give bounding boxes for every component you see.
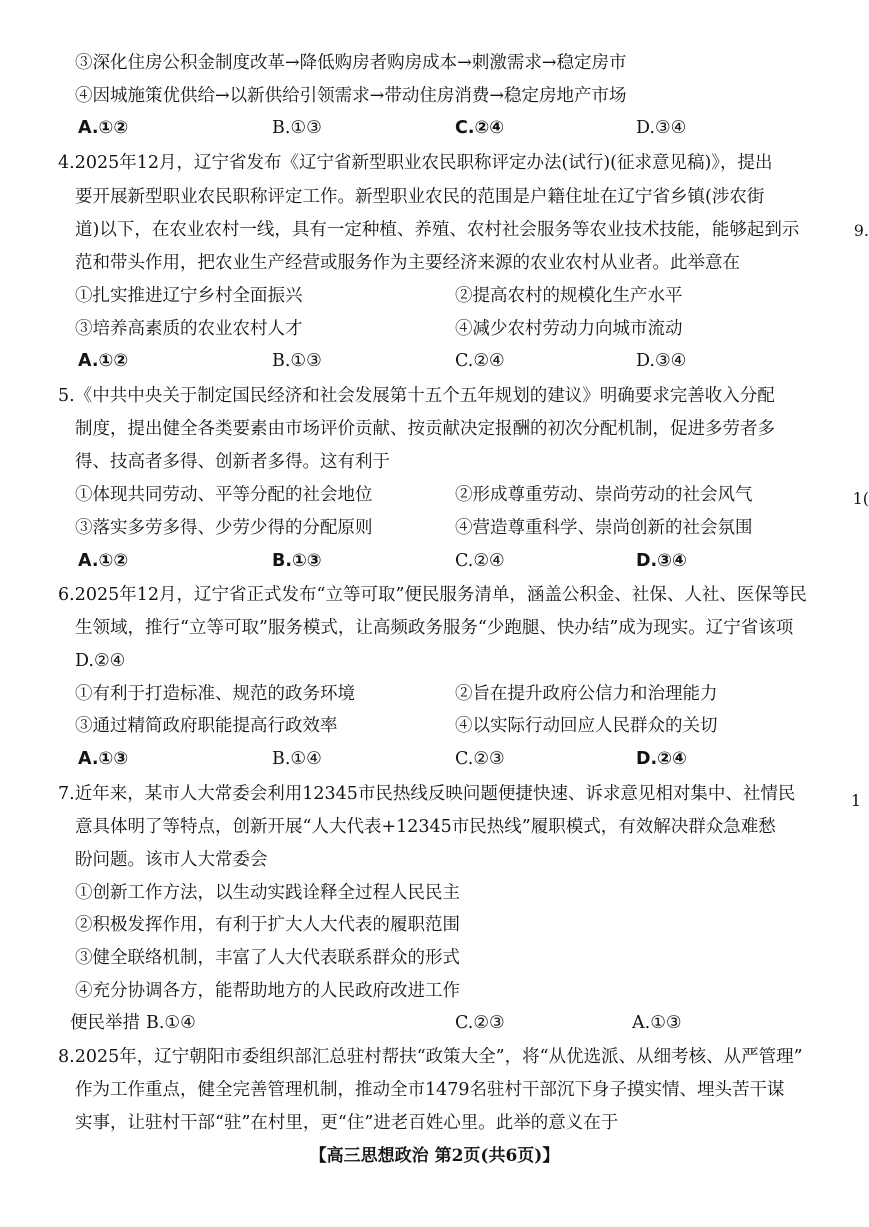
q5-option-c: C.②④ <box>455 551 505 571</box>
margin-number-9: 9. <box>853 221 869 240</box>
margin-number-11: 1 <box>850 791 861 810</box>
q5-stem-line-1: 5.《中共中央关于制定国民经济和社会发展第十五个五年规划的建议》明确要求完善收入分配 <box>58 386 775 406</box>
q4-item-3: ③培养高素质的农业农村人才 <box>75 319 303 339</box>
q7-option-c: C.②③ <box>455 1013 505 1033</box>
q6-option-b: B.①④ <box>272 749 322 769</box>
q7-stem-line-1: 7.近年来，某市人大常委会利用12345市民热线反映问题便捷快速、诉求意见相对集中、社情民 <box>58 784 796 804</box>
q4-item-2: ②提高农村的规模化生产水平 <box>455 286 683 306</box>
q7-option-b: B.①④ <box>146 1013 196 1033</box>
q3-option-a: A.①② <box>78 118 129 138</box>
q4-item-4: ④减少农村劳动力向城市流动 <box>455 319 683 339</box>
q6-stem-line-1: 6.2025年12月，辽宁省正式发布“立等可取”便民服务清单，涵盖公积金、社保、人社、医保等民 <box>58 585 807 605</box>
q5-item-1: ①体现共同劳动、平等分配的社会地位 <box>75 485 373 505</box>
q7-stem-line-2: 意具体明了等特点，创新开展“人大代表+12345市民热线”履职模式，有效解决群众急难愁 <box>75 817 776 837</box>
q3-item-4: ④因城施策优供给→以新供给引领需求→带动住房消费→稳定房地产市场 <box>75 86 627 106</box>
q4-stem-line-1: 4.2025年12月，辽宁省发布《辽宁省新型职业农民职称评定办法(试行)(征求意见稿)》，提出 <box>58 153 773 173</box>
q4-option-a: A.①② <box>78 351 129 371</box>
q6-stem-line-2: 生领域，推行“立等可取”服务模式，让高频政务服务“少跑腿、快办结”成为现实。辽宁省该项 <box>75 618 794 638</box>
q6-item-3: ③通过精简政府职能提高行政效率 <box>75 716 338 736</box>
q3-option-c: C.②④ <box>455 118 505 138</box>
q7-item-2: ②积极发挥作用，有利于扩大人大代表的履职范围 <box>75 915 460 935</box>
q3-item-3: ③深化住房公积金制度改革→降低购房者购房成本→刺激需求→稳定房市 <box>75 53 627 73</box>
q4-option-c: C.②④ <box>455 351 505 371</box>
q5-option-d: D.③④ <box>636 551 687 571</box>
q5-stem-line-2: 制度，提出健全各类要素由市场评价贡献、按贡献决定报酬的初次分配机制，促进多劳者多 <box>75 419 775 439</box>
q5-stem-line-3: 得、技高者多得、创新者多得。这有利于 <box>75 452 390 472</box>
q4-item-1: ①扎实推进辽宁乡村全面振兴 <box>75 286 303 306</box>
q4-option-b: B.①③ <box>272 351 322 371</box>
q3-option-d: D.③④ <box>636 118 687 138</box>
q6-option-a: A.①③ <box>78 749 129 769</box>
q6-item-1: ①有利于打造标准、规范的政务环境 <box>75 684 355 704</box>
q5-option-a: A.①② <box>78 551 129 571</box>
q6-item-4: ④以实际行动回应人民群众的关切 <box>455 716 718 736</box>
q7-option-a: A.①③ <box>632 1013 682 1033</box>
q4-stem-line-2: 要开展新型职业农民职称评定工作。新型职业农民的范围是户籍住址在辽宁省乡镇(涉农街 <box>75 187 765 207</box>
q6-option-d: D.②④ <box>636 749 687 769</box>
q4-stem-line-3: 道)以下，在农业农村一线，具有一定种植、养殖、农村社会服务等农业技术技能，能够起到示 <box>75 220 800 240</box>
q5-item-4: ④营造尊重科学、崇尚创新的社会氛围 <box>455 518 753 538</box>
q7-item-3: ③健全联络机制，丰富了人大代表联系群众的形式 <box>75 948 460 968</box>
q7-option-label: 便民举措 <box>70 1013 140 1033</box>
q8-stem-line-1: 8.2025年，辽宁朝阳市委组织部汇总驻村帮扶“政策大全”，将“从优选派、从细考核、从严管理” <box>58 1047 803 1067</box>
q5-item-2: ②形成尊重劳动、崇尚劳动的社会风气 <box>455 485 753 505</box>
q7-item-4: ④充分协调各方，能帮助地方的人民政府改进工作 <box>75 981 460 1001</box>
q6-stem-line-3: D.②④ <box>75 651 126 671</box>
margin-number-10: 1( <box>852 489 869 508</box>
q3-option-b: B.①③ <box>272 118 322 138</box>
q7-item-1: ①创新工作方法，以生动实践诠释全过程人民民主 <box>75 883 460 903</box>
q5-option-b: B.①③ <box>272 551 322 571</box>
q7-stem-line-3: 盼问题。该市人大常委会 <box>75 850 268 870</box>
q4-option-d: D.③④ <box>636 351 687 371</box>
q6-option-c: C.②③ <box>455 749 505 769</box>
page-footer: 【高三思想政治 第2页(共6页)】 <box>309 1146 560 1166</box>
q8-stem-line-3: 实事，让驻村干部“驻”在村里，更“住”进老百姓心里。此举的意义在于 <box>75 1113 619 1133</box>
q4-stem-line-4: 范和带头作用，把农业生产经营或服务作为主要经济来源的农业农村从业者。此举意在 <box>75 253 740 273</box>
q6-item-2: ②旨在提升政府公信力和治理能力 <box>455 684 718 704</box>
q5-item-3: ③落实多劳多得、少劳少得的分配原则 <box>75 518 373 538</box>
q8-stem-line-2: 作为工作重点，健全完善管理机制，推动全市1479名驻村干部沉下身子摸实情、埋头苦干谋 <box>75 1080 785 1100</box>
